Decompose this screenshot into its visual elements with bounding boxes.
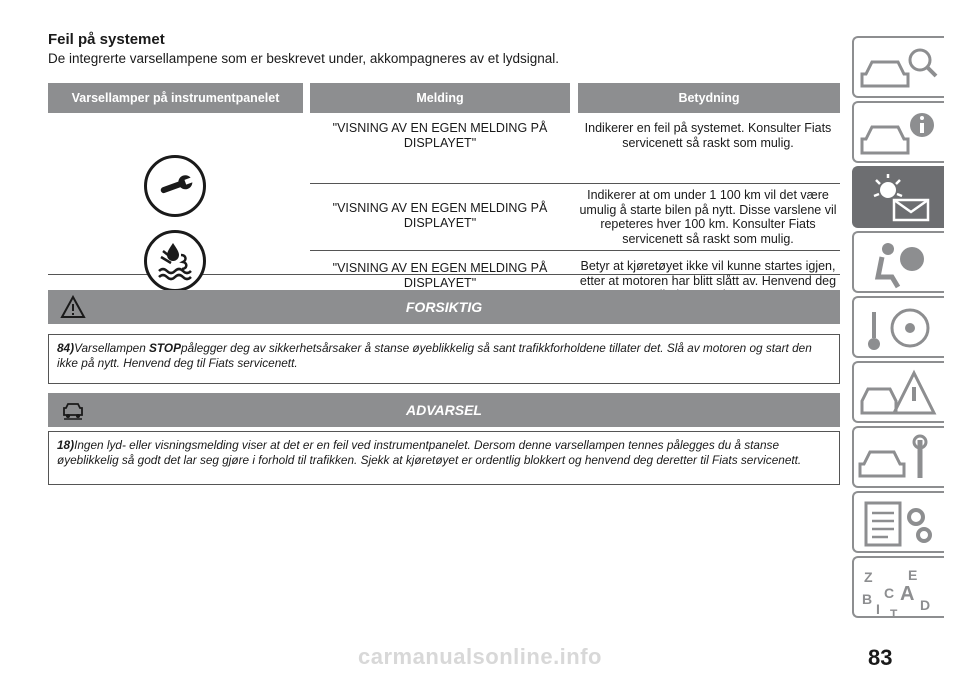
index-letter: B <box>862 591 873 607</box>
row-message: "VISNING AV EN EGEN MELDING PÅ DISPLAYET" <box>332 201 548 230</box>
header-message: Melding <box>310 83 570 113</box>
caution-text: pålegger deg av sikkerhetsårsaker å stanse øyeblikkelig så sant trafikkforholdene tillater det. Slå av motoren og start den ikke på nytt. Henvend deg til Fiats servicenett. <box>57 341 812 370</box>
icon-cell <box>48 113 303 275</box>
tab-maintenance[interactable] <box>852 426 944 488</box>
index-letter: T <box>890 607 898 620</box>
tab-warning-lights[interactable] <box>852 166 944 228</box>
row-meaning: Betyr at kjøretøyet ikke vil kunne startes igjen, etter at motoren har blitt slått av. Henvend deg <box>579 259 837 288</box>
row-message: "VISNING AV EN EGEN MELDING PÅ DISPLAYET" <box>332 121 548 150</box>
warning-text: Ingen lyd- eller visningsmelding viser at det er en feil ved instrumentpanelet. Dersom denne varsellampen tennes pålegges du å stanse øyeblikkelig så godt det lar seg gjøre i forhold til trafikken. Sjekk at kjøretøyet er ordentlig blokkert og henvend deg deretter til Fiats servicenett. <box>57 438 802 467</box>
index-letter: E <box>908 567 918 583</box>
index-letter: D <box>920 597 931 613</box>
tab-car-info[interactable] <box>852 101 944 163</box>
warning-header <box>48 393 840 427</box>
watermark: carmanualsonline.info <box>358 644 602 669</box>
tab-car-search[interactable] <box>852 36 944 98</box>
caution-ref: 84) <box>57 341 75 355</box>
tab-technical-data[interactable] <box>852 491 944 553</box>
index-letter: Z <box>864 569 873 585</box>
index-letter: I <box>876 601 880 617</box>
wrench-warning-icon <box>144 155 206 217</box>
caution-bold: STOP <box>149 341 181 355</box>
row-meaning: Indikerer at om under 1 100 km vil det være umulig å starte bilen på nytt. Disse varslene vil repeteres hver 100 km. Konsulter Fiats servicenett så raskt som mulig. <box>579 188 837 246</box>
table-row <box>310 119 840 157</box>
warning-heading: ADVARSEL <box>406 402 482 418</box>
header-meaning: Betydning <box>578 83 840 113</box>
table-header <box>48 83 840 113</box>
caution-pre: Varsellampen <box>74 341 150 355</box>
header-lights: Varsellamper på instrumentpanelet <box>48 83 303 113</box>
warning-body <box>48 431 840 485</box>
index-letter: A <box>900 583 915 605</box>
table-body <box>48 113 840 290</box>
intro-text: De integrerte varsellampene som er beskrevet under, akkompagneres av et lydsignal. <box>48 51 560 66</box>
index-letter: C <box>884 585 895 601</box>
tab-index[interactable] <box>852 556 944 618</box>
tab-starting-driving[interactable] <box>852 296 944 358</box>
warning-ref: 18) <box>57 438 75 452</box>
tab-emergency[interactable] <box>852 361 944 423</box>
row-message: "VISNING AV EN EGEN MELDING PÅ DISPLAYET" <box>332 261 548 290</box>
row-meaning: Indikerer en feil på systemet. Konsulter Fiats servicenett så raskt som mulig. <box>584 121 832 150</box>
tab-safety[interactable] <box>852 231 944 293</box>
caution-body <box>48 334 840 384</box>
section-title: Feil på systemet <box>48 31 165 48</box>
engine-stop-icon <box>144 230 206 292</box>
table-row <box>310 183 840 249</box>
warning-lights-table <box>48 83 840 290</box>
caution-header <box>48 290 840 324</box>
page-number: 83 <box>868 645 893 670</box>
caution-heading: FORSIKTIG <box>405 299 483 315</box>
